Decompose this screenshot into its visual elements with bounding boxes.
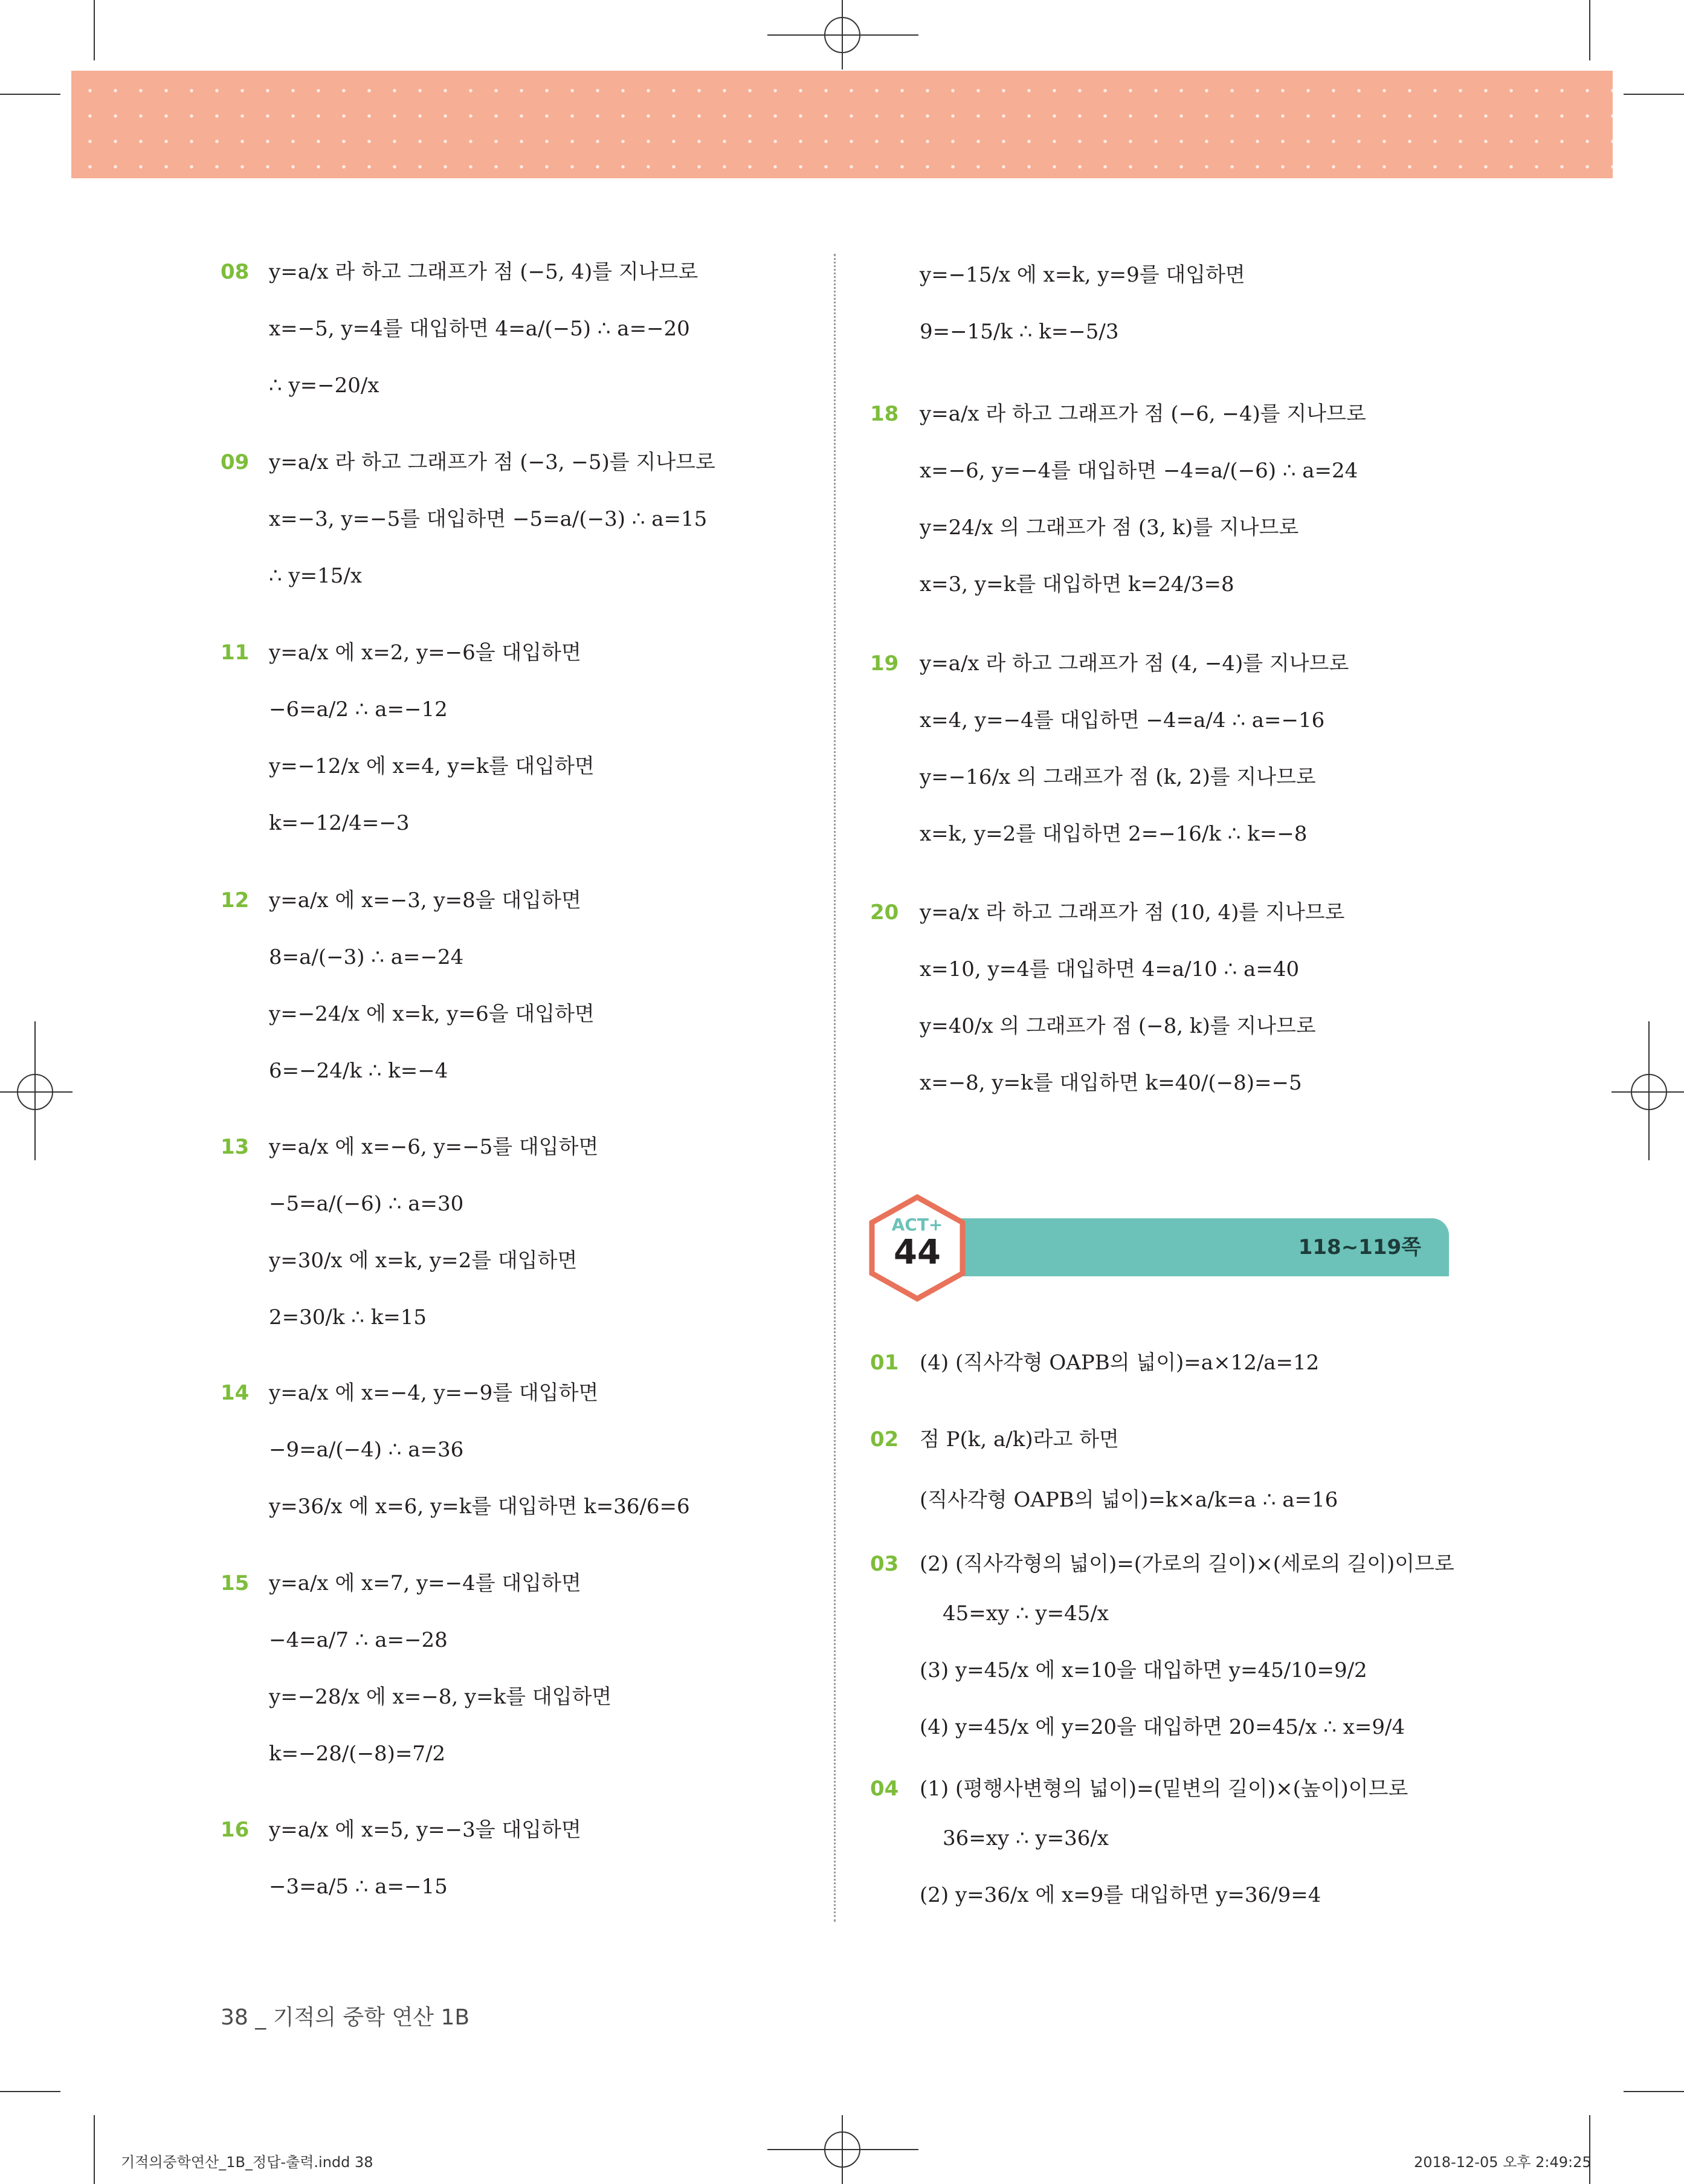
solution-line: k=−28/(−8)=7/2 — [269, 1742, 446, 1766]
solution-line: y=a/x 라 하고 그래프가 점 (−3, −5)를 지나므로 — [269, 450, 715, 474]
crop-mark — [0, 94, 60, 95]
solution-line: y=a/x 라 하고 그래프가 점 (10, 4)를 지나므로 — [920, 900, 1345, 925]
problem-number: 20 — [870, 900, 899, 925]
solution-line: y=−28/x 에 x=−8, y=k를 대입하면 — [269, 1685, 612, 1709]
solution-line: y=a/x 라 하고 그래프가 점 (−5, 4)를 지나므로 — [269, 260, 698, 284]
problem-number: 18 — [870, 402, 899, 426]
problem-number: 01 — [870, 1351, 899, 1375]
problem-15 — [221, 1565, 801, 1795]
crop-mark — [94, 2115, 95, 2184]
act-problem-03 — [870, 1546, 1474, 1751]
solution-line: y=−12/x 에 x=4, y=k를 대입하면 — [269, 754, 595, 778]
problem-number: 08 — [221, 260, 250, 284]
solution-line: −3=a/5 ∴ a=−15 — [269, 1875, 448, 1899]
solution-line: (2) y=36/x 에 x=9를 대입하면 y=36/9=4 — [920, 1883, 1321, 1907]
print-slug-file: 기적의중학연산_1B_정답-출력.indd 38 — [121, 2154, 373, 2171]
solution-line: −9=a/(−4) ∴ a=36 — [269, 1438, 464, 1462]
crop-mark — [1624, 94, 1684, 95]
solution-line: y=a/x 에 x=−4, y=−9를 대입하면 — [269, 1381, 599, 1405]
solution-line: y=a/x 에 x=−6, y=−5를 대입하면 — [269, 1135, 599, 1159]
solution-line: 36=xy ∴ y=36/x — [943, 1826, 1109, 1850]
act-page-range: 118~119쪽 — [1298, 1235, 1421, 1259]
solution-line: ∴ y=15/x — [269, 564, 363, 588]
solution-line: y=a/x 에 x=−3, y=8을 대입하면 — [269, 888, 581, 913]
solution-line: x=k, y=2를 대입하면 2=−16/k ∴ k=−8 — [920, 822, 1308, 846]
solution-line: (3) y=45/x 에 x=10을 대입하면 y=45/10=9/2 — [920, 1658, 1367, 1682]
act-problem-04 — [870, 1771, 1474, 1928]
problem-16 — [221, 1812, 801, 1927]
act-problem-01 — [870, 1345, 1474, 1393]
problem-18 — [870, 396, 1474, 625]
page-footer: 38 _ 기적의 중학 연산 1B — [221, 2005, 470, 2030]
solution-line: 2=30/k ∴ k=15 — [269, 1305, 427, 1329]
problem-number: 09 — [221, 450, 250, 474]
problem-number: 14 — [221, 1381, 250, 1405]
solution-line: y=30/x 에 x=k, y=2를 대입하면 — [269, 1249, 578, 1273]
problem-number: 16 — [221, 1818, 250, 1842]
solution-line: y=a/x 에 x=2, y=−6을 대입하면 — [269, 641, 581, 665]
solution-line: k=−12/4=−3 — [269, 811, 410, 835]
solution-line: 점 P(k, a/k)라고 하면 — [920, 1427, 1119, 1452]
crop-mark — [1589, 0, 1590, 60]
solution-line: −5=a/(−6) ∴ a=30 — [269, 1192, 464, 1216]
act-section-bar — [946, 1218, 1449, 1276]
solution-line: y=40/x 의 그래프가 점 (−8, k)를 지나므로 — [920, 1014, 1316, 1038]
solution-line: y=−16/x 의 그래프가 점 (k, 2)를 지나므로 — [920, 765, 1316, 789]
problem-number: 02 — [870, 1427, 899, 1452]
problem-20 — [870, 894, 1474, 1124]
solution-line: 8=a/(−3) ∴ a=−24 — [269, 945, 464, 969]
solution-line: y=−24/x 에 x=k, y=6을 대입하면 — [269, 1002, 595, 1026]
solution-line: y=a/x 에 x=7, y=−4를 대입하면 — [269, 1571, 581, 1595]
registration-target — [17, 1074, 53, 1110]
solution-line: (2) (직사각형의 넓이)=(가로의 길이)×(세로의 길이)이므로 — [920, 1552, 1454, 1576]
problem-11 — [221, 635, 801, 864]
registration-target — [824, 17, 860, 53]
solution-line: x=4, y=−4를 대입하면 −4=a/4 ∴ a=−16 — [920, 708, 1325, 732]
solution-line: (4) y=45/x 에 y=20을 대입하면 20=45/x ∴ x=9/4 — [920, 1715, 1405, 1739]
column-divider — [834, 254, 836, 1922]
problem-09 — [221, 444, 801, 613]
act-number: 44 — [894, 1233, 941, 1272]
solution-line: y=a/x 에 x=5, y=−3을 대입하면 — [269, 1818, 581, 1842]
solution-line: −6=a/2 ∴ a=−12 — [269, 697, 448, 722]
solution-line: x=10, y=4를 대입하면 4=a/10 ∴ a=40 — [920, 957, 1300, 981]
solution-line: 9=−15/k ∴ k=−5/3 — [920, 320, 1119, 344]
solution-line: (직사각형 OAPB의 넓이)=k×a/k=a ∴ a=16 — [920, 1488, 1338, 1512]
problem-number: 12 — [221, 888, 250, 913]
problem-number: 15 — [221, 1571, 250, 1595]
solution-line: ∴ y=−20/x — [269, 373, 379, 398]
solution-line: y=a/x 라 하고 그래프가 점 (−6, −4)를 지나므로 — [920, 402, 1366, 426]
solution-line: x=3, y=k를 대입하면 k=24/3=8 — [920, 572, 1234, 596]
solution-line: y=−15/x 에 x=k, y=9를 대입하면 — [920, 263, 1245, 287]
act-problem-02 — [870, 1421, 1474, 1530]
problem-19 — [870, 645, 1474, 875]
solution-line: x=−3, y=−5를 대입하면 −5=a/(−3) ∴ a=15 — [269, 507, 708, 531]
problem-number: 13 — [221, 1135, 250, 1159]
problem-number: 11 — [221, 641, 250, 665]
crop-mark — [94, 0, 95, 60]
registration-target — [824, 2131, 860, 2168]
crop-mark — [0, 2091, 60, 2092]
problem-number: 03 — [870, 1552, 899, 1576]
problem-12 — [221, 882, 801, 1112]
solution-line: x=−8, y=k를 대입하면 k=40/(−8)=−5 — [920, 1071, 1302, 1095]
crop-mark — [1624, 2091, 1684, 2092]
solution-line: 6=−24/k ∴ k=−4 — [269, 1059, 448, 1083]
solution-line: x=−5, y=4를 대입하면 4=a/(−5) ∴ a=−20 — [269, 317, 690, 341]
solution-line: (4) (직사각형 OAPB의 넓이)=a×12/a=12 — [920, 1351, 1320, 1375]
solution-line: −4=a/7 ∴ a=−28 — [269, 1628, 448, 1652]
problem-number: 04 — [870, 1777, 899, 1801]
crop-mark — [1589, 2115, 1590, 2184]
problem-14 — [221, 1375, 801, 1544]
print-slug-date: 2018-12-05 오후 2:49:25 — [1414, 2154, 1592, 2171]
registration-target — [1631, 1074, 1667, 1110]
act-label: ACT+ — [891, 1215, 943, 1235]
solution-line: y=24/x 의 그래프가 점 (3, k)를 지나므로 — [920, 515, 1299, 540]
problem-13 — [221, 1129, 801, 1359]
problem-number: 19 — [870, 651, 899, 676]
solution-line: y=a/x 라 하고 그래프가 점 (4, −4)를 지나므로 — [920, 651, 1349, 676]
problem-17-continued — [870, 257, 1474, 372]
solution-line: 45=xy ∴ y=45/x — [943, 1601, 1109, 1626]
problem-08 — [221, 254, 801, 423]
solution-line: (1) (평행사변형의 넓이)=(밑변의 길이)×(높이)이므로 — [920, 1777, 1408, 1801]
solution-line: x=−6, y=−4를 대입하면 −4=a/(−6) ∴ a=24 — [920, 459, 1358, 483]
header-banner — [71, 71, 1613, 178]
solution-line: y=36/x 에 x=6, y=k를 대입하면 k=36/6=6 — [269, 1494, 690, 1519]
